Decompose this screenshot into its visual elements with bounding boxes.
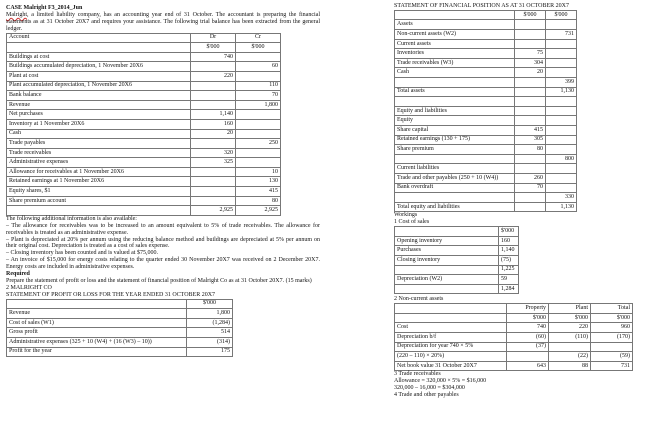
company-name: Malright <box>6 11 27 18</box>
table-row: Cash 20 <box>7 129 281 139</box>
table-row: Assets <box>395 20 577 30</box>
table-row: Administrative expenses 325 <box>7 158 281 168</box>
table-row: Allowance for receivables at 1 November 20X6 10 <box>7 167 281 177</box>
table-row: Net book value 31 October 20X7 643 88 731 <box>395 361 633 371</box>
table-row: 399 <box>395 78 577 88</box>
intro-paragraph: Malright, a limited liability company, has an accounting year end of 31 October. The accountant is preparing the financial statements as at 31 October 20X7 and requires your assistance. The following trial balance has been extracted from the general ledger. <box>6 11 320 32</box>
financial-position-table <box>394 10 577 212</box>
table-row: Purchases 1,140 <box>395 246 519 256</box>
table-row: Net purchases 1,140 <box>7 110 281 120</box>
info-item-1: – The allowance for receivables was to be increased to an amount equivalent to 5% of trade receivables. The allowance for receivables is treated as an administrative expense. <box>6 222 320 236</box>
required-text: Prepare the statement of profit or loss and the statement of financial position of Malright Co as at 31 October 20X7. (15 marks) <box>6 277 312 284</box>
table-row: 1,225 <box>395 265 519 275</box>
table-row: Opening inventory 160 <box>395 236 519 246</box>
profit-loss-title: STATEMENT OF PROFIT OR LOSS FOR THE YEAR ENDED 31 OCTOBER 20X7 <box>6 291 216 298</box>
table-row: Share premium 80 <box>395 145 577 155</box>
table-row: Total assets 1,130 <box>395 87 577 97</box>
table-row: Bank balance 70 <box>7 91 281 101</box>
table-unit-row: $'000 <box>395 227 519 237</box>
table-row: Administrative expenses (325 + 10 (W4) + (16 (W3) – 10)) (314) <box>7 337 233 347</box>
table-row: Plant accumulated depreciation, 1 November 20X6 110 <box>7 81 281 91</box>
table-row: Share capital 415 <box>395 126 577 136</box>
table-row: Depreciation for year 740 × 5% (37) <box>395 342 633 352</box>
table-row: Equity and liabilities <box>395 106 577 116</box>
table-row: Buildings at cost 740 <box>7 52 281 62</box>
working-3-line-2: 320,000 – 16,000 = $304,000 <box>394 385 465 392</box>
table-row: Non-current assets (W2) 731 <box>395 30 577 40</box>
profit-loss-table <box>6 299 233 358</box>
table-row: Inventory at 1 November 20X6 160 <box>7 119 281 129</box>
table-row: Retained earnings at 1 November 20X6 130 <box>7 177 281 187</box>
table-row: Share premium account 80 <box>7 196 281 206</box>
table-row: 800 <box>395 154 577 164</box>
cost-of-sales-table <box>394 226 519 294</box>
table-unit-row: $'000 <box>7 299 233 309</box>
table-row: (220 – 110) × 20%) (22) (59) <box>395 352 633 362</box>
table-row: Total equity and liabilities 1,130 <box>395 202 577 212</box>
table-row: Bank overdraft 70 <box>395 183 577 193</box>
working-3-line-1: Allowance = 320,000 × 5% = $16,000 <box>394 378 487 385</box>
table-row <box>395 97 577 107</box>
table-row: Cash 20 <box>395 68 577 78</box>
table-row: Current assets <box>395 39 577 49</box>
info-intro: The following additional information is also available: <box>6 215 137 222</box>
table-row: Cost 740 220 960 <box>395 323 633 333</box>
table-row: Equity <box>395 116 577 126</box>
table-row: Plant at cost 220 <box>7 71 281 81</box>
table-unit-row: $'000 $'000 $'000 <box>395 313 633 323</box>
table-header-row: Property Plant Total <box>395 304 633 314</box>
table-row: Cost of sales (W1) (1,284) <box>7 318 233 328</box>
working-1-label: 1 Cost of sales <box>394 219 430 226</box>
table-row: 330 <box>395 193 577 203</box>
table-row: Equity shares, $1 415 <box>7 187 281 197</box>
table-row: Trade receivables (W3) 304 <box>395 58 577 68</box>
table-row: Current liabilities <box>395 164 577 174</box>
table-row: Buildings accumulated depreciation, 1 November 20X6 60 <box>7 62 281 72</box>
table-total-row: 2,925 2,925 <box>7 206 281 216</box>
table-row: Inventories 75 <box>395 49 577 59</box>
case-title: CASE Malright F3_2014_Jun <box>6 5 83 11</box>
table-row: Trade and other payables (250 + 10 (W4)) 260 <box>395 173 577 183</box>
info-item-3: – Closing inventory has been counted and is valued at $75,000. <box>6 250 158 257</box>
working-4-label: 4 Trade and other payables <box>394 392 459 399</box>
table-row: Closing inventory (75) <box>395 255 519 265</box>
table-row: Depreciation (W2) 59 <box>395 275 519 285</box>
required-label: Required <box>6 270 30 277</box>
answer-panel <box>392 0 636 399</box>
question-panel <box>4 0 322 357</box>
workings-label: Workings <box>394 212 418 219</box>
info-item-4: – An invoice of $15,000 for energy costs relating to the quarter ended 30 November 20X7 was received on 2 December 20X7. Energy costs are included in administrative expenses. <box>6 257 320 271</box>
working-3-label: 3 Trade receivables <box>394 371 441 378</box>
table-row: Trade receivables 320 <box>7 148 281 158</box>
table-row: Revenue 1,800 <box>7 100 281 110</box>
working-2-label: 2 Non-current assets <box>394 296 444 303</box>
table-row: 1,284 <box>395 284 519 294</box>
answer-heading: 2 MALRIGHT CO <box>6 284 52 291</box>
table-row: Retained earnings (130 + 175) 305 <box>395 135 577 145</box>
trial-balance-table <box>6 33 281 216</box>
table-row: Revenue 1,800 <box>7 309 233 319</box>
table-unit-row: $'000 $'000 <box>7 43 281 53</box>
table-row: Trade payables 250 <box>7 139 281 149</box>
non-current-assets-table <box>394 303 633 371</box>
table-row: Profit for the year 175 <box>7 347 233 357</box>
table-header-row: Account Dr Cr <box>7 33 281 43</box>
table-unit-row: $'000 $'000 <box>395 10 577 20</box>
info-item-2: – Plant is depreciated at 20% per annum using the reducing balance method and buildings are depreciated at 5% per annum on their original cost. Depreciation is treated as a cost of sales expense. <box>6 236 320 250</box>
table-row: Gross profit 514 <box>7 328 233 338</box>
table-row: Depreciation b/f (60) (110) (170) <box>395 332 633 342</box>
sofp-title: STATEMENT OF FINANCIAL POSITION AS AT 31 OCTOBER 20X7 <box>394 3 569 9</box>
